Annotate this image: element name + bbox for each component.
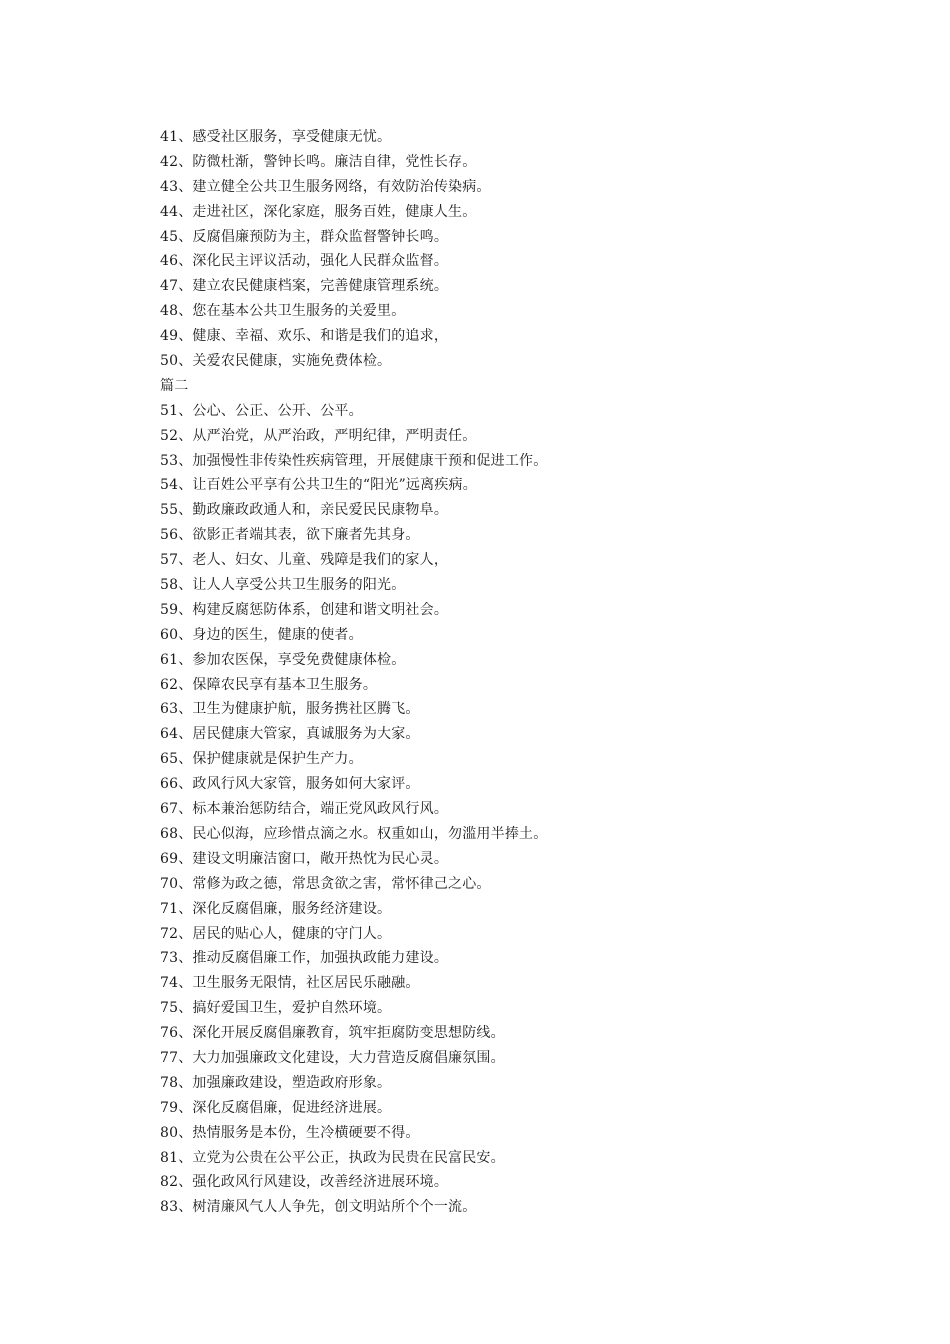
list-item: 70、常修为政之德，常思贪欲之害，常怀律己之心。 — [160, 875, 491, 892]
list-item: 62、保障农民享有基本卫生服务。 — [160, 676, 378, 693]
list-item: 59、构建反腐惩防体系，创建和谐文明社会。 — [160, 601, 449, 618]
list-item: 71、深化反腐倡廉，服务经济建设。 — [160, 900, 392, 917]
list-item: 78、加强廉政建设，塑造政府形象。 — [160, 1074, 392, 1091]
list-item: 44、走进社区，深化家庭，服务百姓，健康人生。 — [160, 203, 477, 220]
list-item: 68、民心似海，应珍惜点滴之水。权重如山，勿滥用半捧土。 — [160, 825, 548, 842]
list-item: 65、保护健康就是保护生产力。 — [160, 751, 363, 768]
list-item: 45、反腐倡廉预防为主，群众监督警钟长鸣。 — [160, 228, 449, 245]
list-item: 63、卫生为健康护航，服务携社区腾飞。 — [160, 701, 420, 718]
list-item: 74、卫生服务无限情，社区居民乐融融。 — [160, 975, 420, 992]
list-item: 55、勤政廉政政通人和，亲民爱民民康物阜。 — [160, 502, 449, 519]
list-item: 79、深化反腐倡廉，促进经济进展。 — [160, 1099, 392, 1116]
list-item: 57、老人、妇女、儿童、残障是我们的家人， — [160, 552, 449, 569]
list-item: 58、让人人享受公共卫生服务的阳光。 — [160, 577, 406, 594]
list-item: 41、感受社区服务，享受健康无忧。 — [160, 129, 392, 145]
list-item: 75、搞好爱国卫生，爱护自然环境。 — [160, 1000, 392, 1017]
list-item: 69、建设文明廉洁窗口，敞开热忱为民心灵。 — [160, 850, 449, 867]
list-item: 60、身边的医生，健康的使者。 — [160, 626, 363, 643]
list-item: 61、参加农医保，享受免费健康体检。 — [160, 651, 406, 668]
list-item: 48、您在基本公共卫生服务的关爱里。 — [160, 303, 406, 320]
list-item: 56、欲影正者端其表，欲下廉者先其身。 — [160, 527, 420, 544]
list-item: 73、推动反腐倡廉工作，加强执政能力建设。 — [160, 950, 449, 967]
list-item: 72、居民的贴心人，健康的守门人。 — [160, 925, 392, 942]
list-item: 52、从严治党，从严治政，严明纪律，严明责任。 — [160, 427, 477, 444]
list-item: 50、关爱农民健康，实施免费体检。 — [160, 353, 392, 370]
list-item: 82、强化政风行风建设，改善经济进展环境。 — [160, 1174, 449, 1191]
list-item: 64、居民健康大管家，真诚服务为大家。 — [160, 726, 420, 743]
list-item: 67、标本兼治惩防结合，端正党风政风行风。 — [160, 801, 449, 818]
list-item: 54、让百姓公平享有公共卫生的“阳光”远离疾病。 — [160, 477, 477, 494]
list-item: 47、建立农民健康档案，完善健康管理系统。 — [160, 278, 449, 295]
list-item: 43、建立健全公共卫生服务网络，有效防治传染病。 — [160, 178, 491, 195]
list-item: 49、健康、幸福、欢乐、和谐是我们的追求， — [160, 328, 449, 345]
list-item: 77、大力加强廉政文化建设，大力营造反腐倡廉氛围。 — [160, 1049, 505, 1066]
list-item: 46、深化民主评议活动，强化人民群众监督。 — [160, 253, 449, 270]
list-item: 76、深化开展反腐倡廉教育，筑牢拒腐防变思想防线。 — [160, 1025, 505, 1042]
list-item: 83、树清廉风气人人争先，创文明站所个个一流。 — [160, 1199, 477, 1216]
document-body — [160, 125, 860, 1220]
list-item: 51、公心、公正、公开、公平。 — [160, 402, 363, 419]
section-heading: 篇二 — [160, 377, 189, 394]
list-item: 81、立党为公贵在公平公正，执政为民贵在民富民安。 — [160, 1149, 505, 1166]
list-item: 53、加强慢性非传染性疾病管理，开展健康干预和促进工作。 — [160, 452, 548, 469]
list-item: 66、政风行风大家管，服务如何大家评。 — [160, 776, 420, 793]
list-item: 42、防微杜渐，警钟长鸣。廉洁自律，党性长存。 — [160, 153, 477, 170]
list-item: 80、热情服务是本份，生冷横硬要不得。 — [160, 1124, 420, 1141]
